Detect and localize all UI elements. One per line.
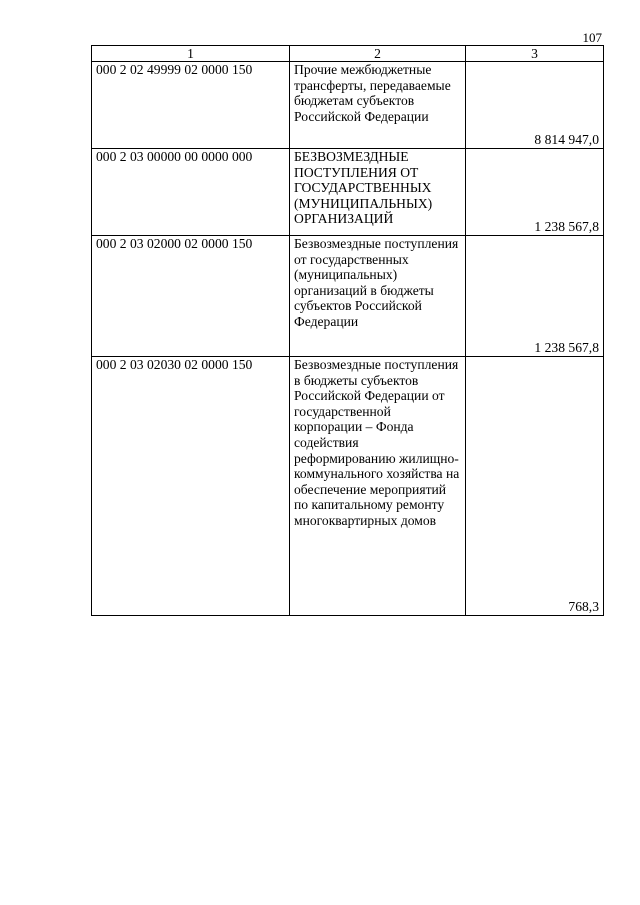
page-number: 107 [582,30,602,45]
description-cell: Безвозмездные поступления в бюджеты субъектов Российской Федерации от государственной корпорации – Фонда содействия реформированию жилищно-коммунального хозяйства на обеспечение мероприятий по капитальному ремонту многоквартирных домов [290,357,466,616]
table-header-row [92,46,604,62]
budget-code-cell: 000 2 02 49999 02 0000 150 [92,62,290,149]
column-header-1: 1 [92,46,290,62]
amount-cell: 1 238 567,8 [466,149,604,236]
budget-code-cell: 000 2 03 02000 02 0000 150 [92,236,290,357]
description-cell: Безвозмездные поступления от государственных (муниципальных) организаций в бюджеты субъектов Российской Федерации [290,236,466,357]
column-header-3: 3 [466,46,604,62]
column-header-2: 2 [290,46,466,62]
amount-cell: 768,3 [466,357,604,616]
table-row [92,149,604,236]
table-row [92,236,604,357]
amount-cell: 8 814 947,0 [466,62,604,149]
table-row [92,62,604,149]
description-cell: БЕЗВОЗМЕЗДНЫЕ ПОСТУПЛЕНИЯ ОТ ГОСУДАРСТВЕННЫХ (МУНИЦИПАЛЬНЫХ) ОРГАНИЗАЦИЙ [290,149,466,236]
amount-cell: 1 238 567,8 [466,236,604,357]
budget-table [91,45,604,616]
description-cell: Прочие межбюджетные трансферты, передаваемые бюджетам субъектов Российской Федерации [290,62,466,149]
budget-code-cell: 000 2 03 00000 00 0000 000 [92,149,290,236]
budget-code-cell: 000 2 03 02030 02 0000 150 [92,357,290,616]
table-row [92,357,604,616]
